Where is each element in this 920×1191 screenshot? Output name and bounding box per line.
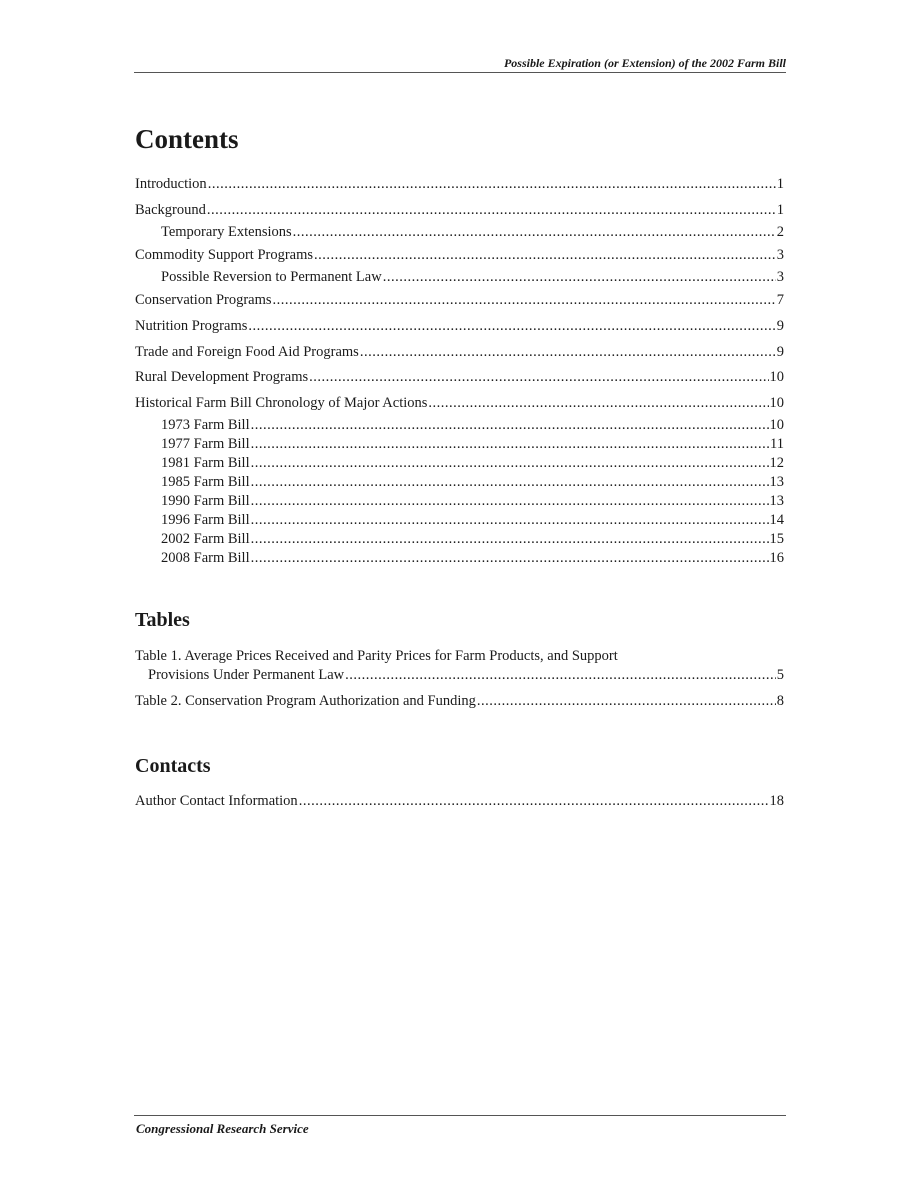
dot-leader (207, 202, 776, 219)
toc-entry-conservation[interactable] (135, 292, 784, 311)
running-footer: Congressional Research Service (136, 1121, 309, 1136)
dot-leader (273, 292, 776, 309)
toc-entry-page: 10 (769, 395, 784, 411)
toc-entry-label: Background (135, 202, 206, 218)
toc-entry-label: 1973 Farm Bill (161, 417, 250, 433)
dot-leader (428, 395, 768, 412)
toc-entry-historical-chronology[interactable] (135, 395, 784, 414)
toc-entry-label: Rural Development Programs (135, 369, 309, 385)
toc-entry-label: 1981 Farm Bill (161, 455, 250, 471)
toc-entry-page: 1 (776, 176, 784, 192)
toc-entry-page: 1 (776, 202, 784, 218)
dot-leader (299, 793, 769, 810)
toc-entry-label: Possible Reversion to Permanent Law (161, 269, 382, 285)
toc-entry-1981-farm-bill[interactable] (161, 455, 784, 474)
toc-entry-label: Nutrition Programs (135, 318, 248, 334)
toc-entry-page: 13 (769, 493, 784, 509)
toc-entry-1985-farm-bill[interactable] (161, 474, 784, 493)
dot-leader (345, 667, 776, 684)
dot-leader (477, 693, 776, 710)
toc-entry-label: Conservation Programs (135, 292, 272, 308)
dot-leader (251, 493, 769, 510)
toc-entry-rural-development[interactable] (135, 369, 784, 388)
toc-entry-page: 11 (770, 436, 784, 452)
toc-entry-label-line1: Table 1. Average Prices Received and Parity Prices for Farm Products, and Support (135, 648, 618, 664)
dot-leader (383, 269, 776, 286)
dot-leader (251, 531, 769, 548)
toc-entry-line2 (148, 667, 784, 686)
toc-entry-1990-farm-bill[interactable] (161, 493, 784, 512)
toc-entry-label: Historical Farm Bill Chronology of Major Actions (135, 395, 428, 411)
toc-entry-trade[interactable] (135, 344, 784, 363)
toc-entry-page: 14 (769, 512, 784, 528)
contacts-heading: Contacts (135, 755, 211, 777)
toc-entry-page: 9 (776, 344, 784, 360)
running-header: Possible Expiration (or Extension) of the 2002 Farm Bill (503, 56, 786, 70)
toc-entry-temporary-extensions[interactable] (161, 224, 784, 243)
toc-entry-page: 7 (776, 292, 784, 308)
dot-leader (251, 474, 769, 491)
toc-entry-label: 1996 Farm Bill (161, 512, 250, 528)
toc-entry-1996-farm-bill[interactable] (161, 512, 784, 531)
toc-entry-introduction[interactable] (135, 176, 784, 195)
toc-entry-page: 13 (769, 474, 784, 490)
dot-leader (251, 455, 769, 472)
dot-leader (251, 550, 769, 567)
toc-entry-2002-farm-bill[interactable] (161, 531, 784, 550)
toc-entry-background[interactable] (135, 202, 784, 221)
toc-entry-label: 1977 Farm Bill (161, 436, 250, 452)
tables-heading: Tables (135, 609, 190, 631)
toc-entry-page: 15 (769, 531, 784, 547)
toc-entry-commodity-support[interactable] (135, 247, 784, 266)
toc-entry-label: Author Contact Information (135, 793, 298, 809)
dot-leader (251, 512, 769, 529)
toc-entry-page: 10 (769, 417, 784, 433)
toc-entry-page: 2 (776, 224, 784, 240)
toc-entry-page: 10 (769, 369, 784, 385)
dot-leader (208, 176, 776, 193)
toc-entry-page: 12 (769, 455, 784, 471)
dot-leader (314, 247, 776, 264)
toc-entry-label: 1985 Farm Bill (161, 474, 250, 490)
toc-entry-nutrition[interactable] (135, 318, 784, 337)
toc-entry-page: 3 (776, 247, 784, 263)
dot-leader (360, 344, 776, 361)
contents-heading: Contents (135, 124, 239, 154)
dot-leader (309, 369, 768, 386)
dot-leader (251, 417, 769, 434)
footer-rule (134, 1115, 786, 1116)
toc-entry-label: 1990 Farm Bill (161, 493, 250, 509)
toc-entry-page: 3 (776, 269, 784, 285)
toc-entry-1977-farm-bill[interactable] (161, 436, 784, 455)
toc-entry-table-2[interactable] (135, 693, 784, 712)
toc-entry-author-contact[interactable] (135, 793, 784, 812)
dot-leader (293, 224, 776, 241)
toc-entry-page: 18 (769, 793, 784, 809)
toc-entry-possible-reversion[interactable] (161, 269, 784, 288)
toc-entry-page: 9 (776, 318, 784, 334)
toc-entry-label: Table 2. Conservation Program Authorization and Funding (135, 693, 476, 709)
toc-entry-1973-farm-bill[interactable] (161, 417, 784, 436)
header-rule (134, 72, 786, 73)
toc-entry-label: Commodity Support Programs (135, 247, 314, 263)
dot-leader (251, 436, 769, 453)
toc-entry-label: 2008 Farm Bill (161, 550, 250, 566)
toc-entry-label: Introduction (135, 176, 207, 192)
toc-entry-2008-farm-bill[interactable] (161, 550, 784, 569)
toc-entry-label: 2002 Farm Bill (161, 531, 250, 547)
toc-entry-page: 5 (776, 667, 784, 683)
dot-leader (248, 318, 775, 335)
toc-entry-page: 8 (776, 693, 784, 709)
toc-entry-label-line2: Provisions Under Permanent Law (148, 667, 345, 683)
toc-entry-label: Trade and Foreign Food Aid Programs (135, 344, 359, 360)
toc-entry-page: 16 (769, 550, 784, 566)
toc-entry-label: Temporary Extensions (161, 224, 292, 240)
